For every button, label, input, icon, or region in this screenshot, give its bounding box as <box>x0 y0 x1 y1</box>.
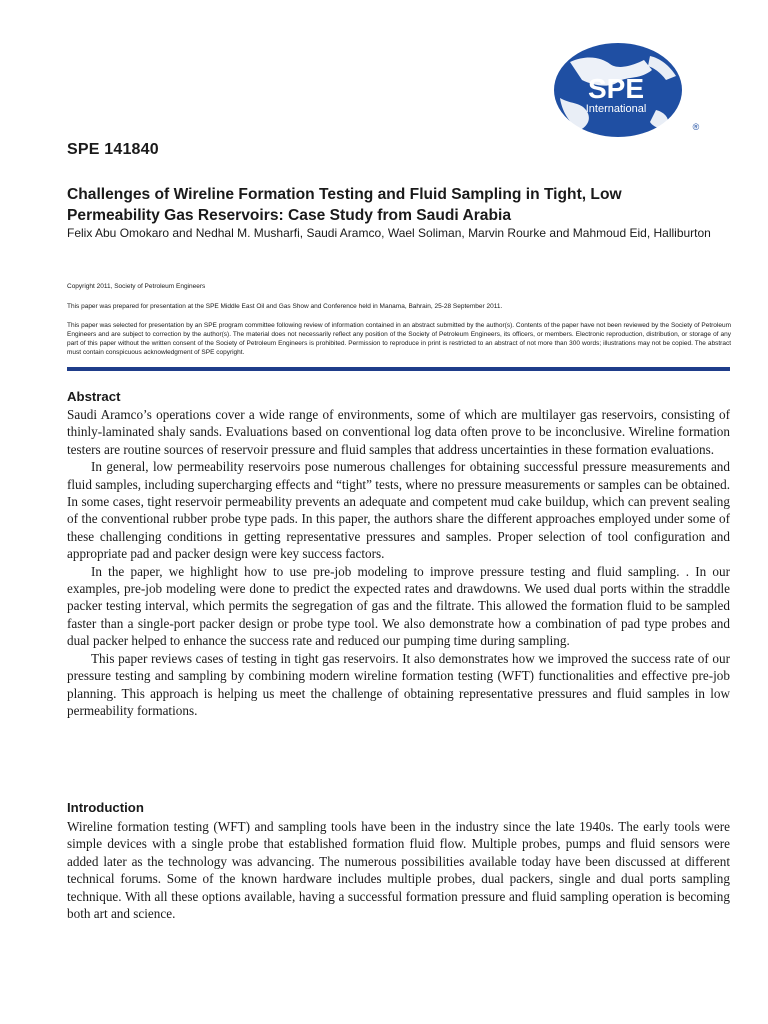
abstract-body <box>67 406 730 719</box>
author-list: Felix Abu Omokaro and Nedhal M. Musharfi, Saudi Aramco, Wael Soliman, Marvin Rourke and Mahmoud Eid, Halliburton <box>67 226 711 240</box>
copyright-notice: Copyright 2011, Society of Petroleum Engineers <box>67 283 206 290</box>
abstract-paragraph: Saudi Aramco’s operations cover a wide range of environments, some of which are multilayer gas reservoirs, consisting of thinly-laminated shaly sands. Evaluations based on conventional log data often prove to be inconclusive. Wireline formation testers are routine sources of reservoir pressure and fluid samples that address uncertainties in these formation evaluations. <box>67 407 730 457</box>
introduction-paragraph: Wireline formation testing (WFT) and sampling tools have been in the industry since the late 1940s. The early tools were simple devices with a single probe that established formation fluid flow. Multiple probes, pumps and fluid sensors were added later as the technology was advancing. The numerous possibilities available today have been discussed at different technical forums. Some of the known hardware includes multiple probes, dual packers, single and dual ports sampling technique. With all these options available, having a successful formation pressure and fluid sampling operation is becoming both art and science. <box>67 819 730 922</box>
header-rule <box>67 367 730 371</box>
abstract-paragraph: In general, low permeability reservoirs pose numerous challenges for obtaining successful pressure measurements and fluid samples, including supercharging effects and “tight” tests, where no pressure measurements or samples can be obtained. In some cases, tight reservoir permeability prevents an adequate and competent mud cake buildup, which can prevent sealing of the conventional rubber probe type pads. In this paper, the authors share the different approaches employed under some of these challenging conditions in getting representative pressures and samples. Proper selection of tool configuration and appropriate pad and packer design were key success factors. <box>67 459 730 562</box>
paper-number: SPE 141840 <box>67 141 159 158</box>
spe-international-logo <box>540 40 710 140</box>
introduction-body <box>67 818 730 922</box>
abstract-paragraph: This paper reviews cases of testing in tight gas reservoirs. It also demonstrates how we improved the success rate of our pressure testing and sampling by combining modern wireline formation testing (WFT) functionalities and effective pre-job planning. This approach is helping us meet the challenge of obtaining representative pressures and fluid samples in low permeability formations. <box>67 650 730 718</box>
abstract-paragraph: In the paper, we highlight how to use pre-job modeling to improve pressure testing and fluid sampling. . In our examples, pre-job modeling were done to predict the expected rates and drawdowns. We used dual ports within the straddle packer testing interval, which permits the segregation of gas and the filtrate. This allowed the formation fluid to be sampled faster than a single-port packer design or probe type tool. We also demonstrate how a combination of pad type probes and dual packer helped to enhance the success rate and reduced our pumping time during sampling. <box>67 563 730 649</box>
review-disclaimer: This paper was selected for presentation by an SPE program committee following review of information contained in an abstract submitted by the author(s). Contents of the paper have not been reviewed by the Society of Petroleum Engineers and are subject to correction by the author(s). The material does not necessarily reflect any position of the Society of Petroleum Engineers, its officers, or members. Electronic reproduction, distribution, or storage of any part of this paper without the written consent of the Society of Petroleum Engineers is prohibited. Permission to reproduce in print is restricted to an abstract of not more than 300 words; illustrations may not be copied. The abstract must contain conspicuous acknowledgment of SPE copyright. <box>67 322 731 356</box>
presentation-notice: This paper was prepared for presentation at the SPE Middle East Oil and Gas Show and Conference held in Manama, Bahrain, 25-28 September 2011. <box>67 303 503 310</box>
svg-text:SPE: SPE <box>587 73 645 104</box>
introduction-heading: Introduction <box>67 800 144 815</box>
paper-title: Challenges of Wireline Formation Testing and Fluid Sampling in Tight, Low Permeability Gas Reservoirs: Case Study from Saudi Arabia <box>67 186 622 224</box>
svg-text:®: ® <box>692 122 700 132</box>
abstract-heading: Abstract <box>67 389 121 404</box>
svg-text:International: International <box>585 103 647 115</box>
